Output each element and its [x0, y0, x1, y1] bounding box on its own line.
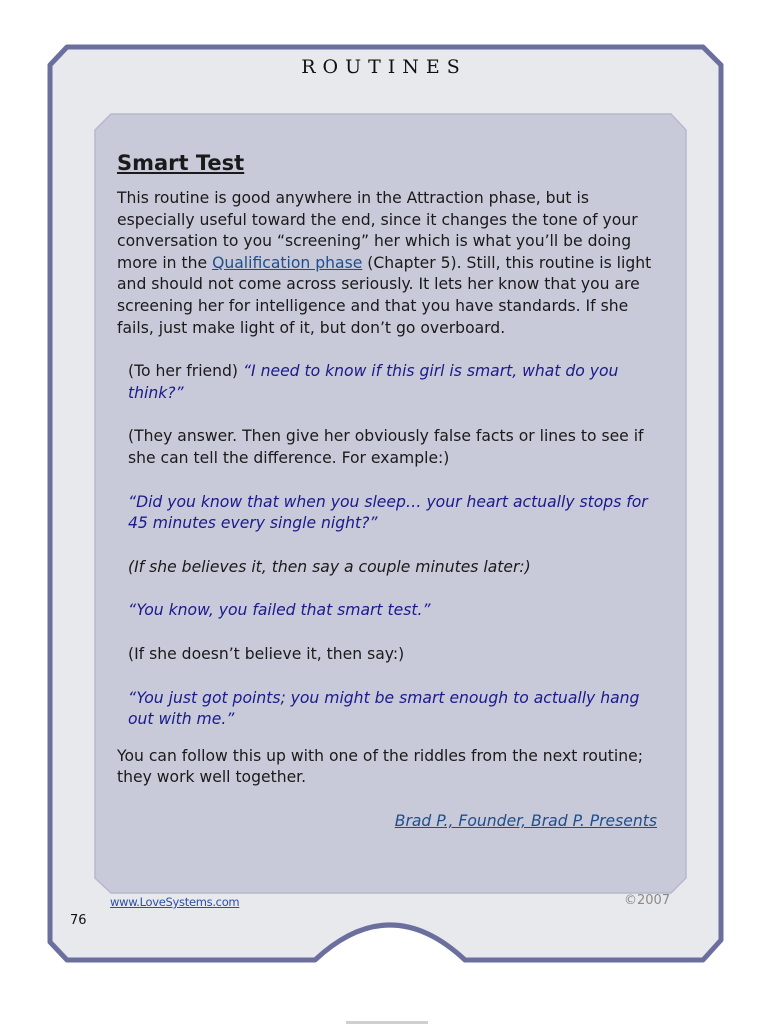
- they-answer-line: (They answer. Then give her obviously false facts or lines to see if she can tell the difference. For example:): [128, 427, 644, 467]
- copyright-text: ©2007: [624, 893, 671, 908]
- intro-text-after: (Chapter 5). Still, this routine is light and should not come across seriously. It lets her know that you are screening her for intelligence and that you have standards. If she fails, just make light of it, but don’t go overboard.: [117, 253, 652, 337]
- if-not-believe-line: (If she doesn’t believe it, then say:): [128, 644, 405, 663]
- friend-prefix: (To her friend): [128, 362, 243, 381]
- article-body: [117, 150, 657, 832]
- qualification-phase-link[interactable]: Qualification phase: [212, 253, 363, 272]
- website-link[interactable]: www.LoveSystems.com: [110, 895, 240, 909]
- signature-line: [117, 811, 657, 833]
- intro-paragraph: [117, 188, 657, 339]
- intro-text-before: This routine is good anywhere in the Attraction phase, but is especially useful toward the end, since it changes the tone of your conversation to you “screening” her which is what you’ll be doing more in the: [117, 189, 638, 272]
- friend-line: [117, 361, 657, 404]
- points-quote: “You just got points; you might be smart enough to actually hang out with me.”: [128, 688, 640, 729]
- failed-quote: “You know, you failed that smart test.”: [128, 601, 431, 620]
- closing-paragraph: You can follow this up with one of the riddles from the next routine; they work well together.: [117, 746, 643, 787]
- signature-link[interactable]: Brad P., Founder, Brad P. Presents: [394, 811, 657, 830]
- section-header: ROUTINES: [301, 56, 467, 78]
- friend-quote: “I need to know if this girl is smart, what do you think?”: [128, 362, 619, 402]
- page-number: 76: [70, 913, 87, 928]
- sleep-quote: “Did you know that when you sleep… your heart actually stops for 45 minutes every single night?”: [128, 492, 648, 533]
- article-title: Smart Test: [117, 151, 245, 175]
- if-believes-line: (If she believes it, then say a couple minutes later:): [128, 557, 531, 576]
